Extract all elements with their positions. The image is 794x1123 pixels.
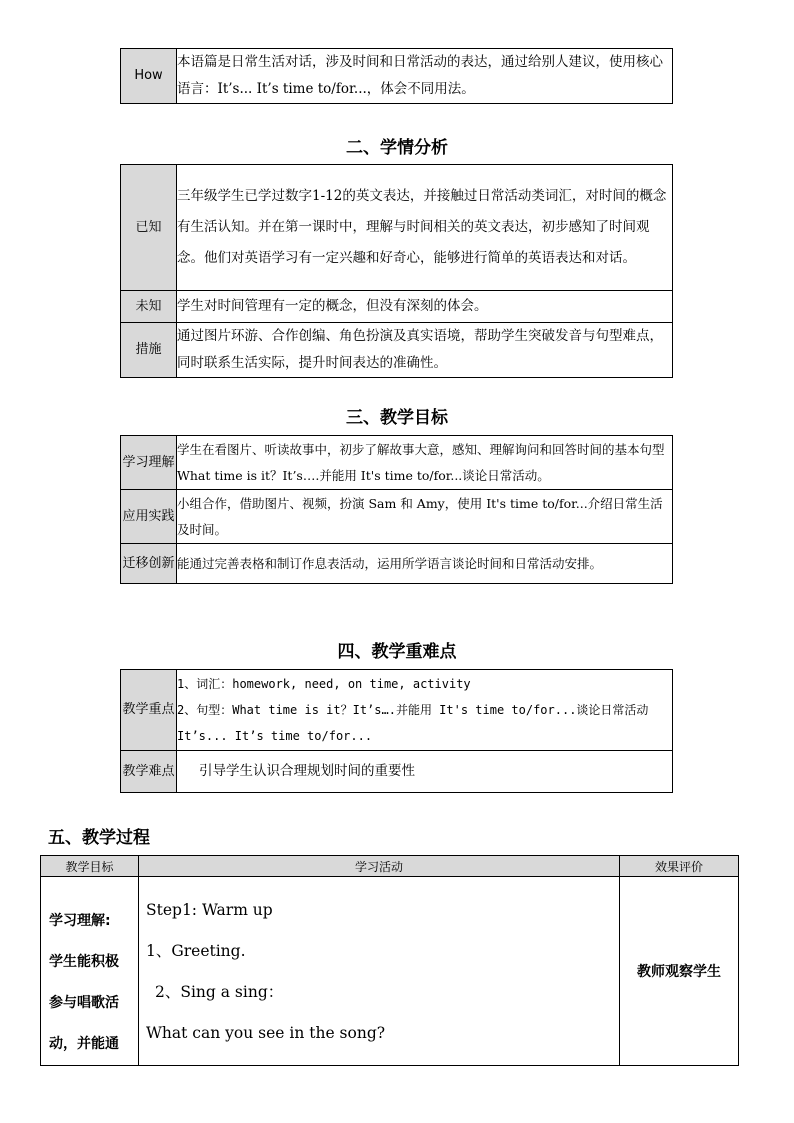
section3-heading: 三、教学目标 bbox=[346, 408, 448, 428]
goal-understanding-text: 学生在看图片、听读故事中，初步了解故事大意，感知、理解询问和回答时间的基本句型 What time is it？It’s….并能用 It's time to/for...谈论日常活动。 bbox=[177, 436, 673, 490]
goal-understanding-label: 学习理解 bbox=[121, 436, 177, 490]
goal-line: 动，并能通 bbox=[49, 1036, 119, 1052]
activity-line: 1、Greeting. bbox=[146, 942, 246, 960]
key-points-table bbox=[120, 669, 673, 793]
process-evaluation-cell: 教师观察学生 bbox=[620, 877, 739, 1066]
process-activity-cell bbox=[139, 877, 620, 1066]
difficulty-text: 引导学生认识合理规划时间的重要性 bbox=[177, 751, 673, 793]
section4-heading: 四、教学重难点 bbox=[337, 642, 457, 662]
col-header-goal: 教学目标 bbox=[41, 856, 139, 877]
col-header-activity: 学习活动 bbox=[139, 856, 620, 877]
unknown-text: 学生对时间管理有一定的概念，但没有深刻的体会。 bbox=[177, 291, 673, 323]
goal-practice-label: 应用实践 bbox=[121, 490, 177, 544]
how-text: 本语篇是日常生活对话，涉及时间和日常活动的表达，通过给别人建议，使用核心语言：It’s... It’s time to/for...，体会不同用法。 bbox=[177, 49, 673, 104]
learner-analysis-table bbox=[120, 164, 673, 378]
key-points-sentences: 2、句型：What time is it？It’s….并能用 It's time to/for...谈论日常活动 It’s... It’s time to/for... bbox=[177, 703, 649, 743]
unknown-label: 未知 bbox=[121, 291, 177, 323]
goal-line: 学生能积极 bbox=[49, 954, 119, 970]
known-label: 已知 bbox=[121, 165, 177, 291]
section2-heading: 二、学情分析 bbox=[346, 138, 448, 158]
key-points-label: 教学重点 bbox=[121, 670, 177, 751]
teaching-process-table bbox=[40, 855, 739, 1066]
how-label: How bbox=[121, 49, 177, 104]
teaching-goals-table bbox=[120, 435, 673, 584]
measures-text: 通过图片环游、合作创编、角色扮演及真实语境，帮助学生突破发音与句型难点，同时联系生活实际，提升时间表达的准确性。 bbox=[177, 323, 673, 378]
measures-label: 措施 bbox=[121, 323, 177, 378]
key-points-content bbox=[177, 670, 673, 751]
col-header-evaluation: 效果评价 bbox=[620, 856, 739, 877]
activity-step-title: Step1: Warm up bbox=[146, 901, 273, 919]
goal-practice-text: 小组合作，借助图片、视频，扮演 Sam 和 Amy，使用 It's time to/for...介绍日常生活及时间。 bbox=[177, 490, 673, 544]
goal-line: 学习理解: bbox=[49, 913, 111, 929]
activity-line: What can you see in the song? bbox=[146, 1024, 386, 1042]
difficulty-label: 教学难点 bbox=[121, 751, 177, 793]
goal-transfer-label: 迁移创新 bbox=[121, 544, 177, 584]
key-points-vocab: 1、词汇：homework, need, on time, activity bbox=[177, 677, 471, 691]
known-text: 三年级学生已学过数字1-12的英文表达，并接触过日常活动类词汇，对时间的概念有生活认知。并在第一课时中，理解与时间相关的英文表达，初步感知了时间观念。他们对英语学习有一定兴趣和好奇心，能够进行简单的英语表达和对话。 bbox=[177, 165, 673, 291]
goal-line: 参与唱歌活 bbox=[49, 995, 119, 1011]
goal-transfer-text: 能通过完善表格和制订作息表活动，运用所学语言谈论时间和日常活动安排。 bbox=[177, 544, 673, 584]
how-table bbox=[120, 48, 673, 104]
section5-heading: 五、教学过程 bbox=[48, 828, 150, 848]
process-goal-cell bbox=[41, 877, 139, 1066]
activity-line: 2、Sing a sing： bbox=[155, 983, 284, 1001]
